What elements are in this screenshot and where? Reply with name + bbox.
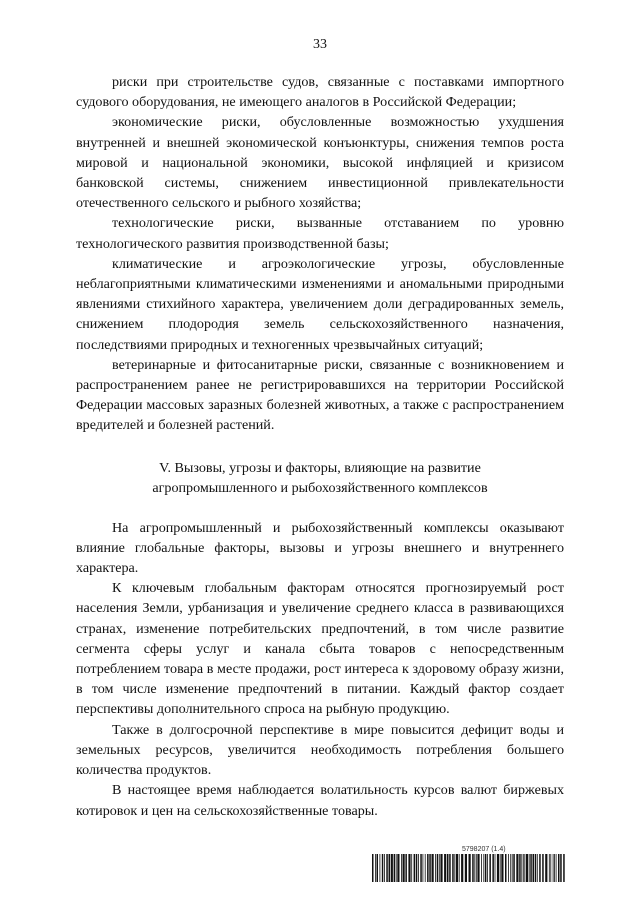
barcode-bar xyxy=(386,854,388,882)
barcode-bar xyxy=(403,854,405,882)
barcode-bar xyxy=(469,854,471,882)
barcode-bar xyxy=(452,854,454,882)
barcode-bar xyxy=(545,854,547,882)
barcode-bar xyxy=(563,854,565,882)
barcode-bar xyxy=(485,854,487,882)
barcode-bar xyxy=(459,854,460,882)
barcode-bar xyxy=(550,854,551,882)
barcode-bar xyxy=(558,854,560,882)
barcode-bar xyxy=(423,854,424,882)
barcode xyxy=(372,854,565,882)
paragraph: ветеринарные и фитосанитарные риски, связанные с возникновением и распространением ранее не регистрировавшихся на территории Российской Федерации массовых заразных болезней животных, а также с распространением вредителей и болезней растений. xyxy=(76,356,564,434)
barcode-bar xyxy=(549,854,550,882)
barcode-bar xyxy=(401,854,402,882)
barcode-bar xyxy=(495,854,496,882)
section-v-body xyxy=(76,518,564,821)
barcode-bar xyxy=(516,854,518,882)
barcode-bar xyxy=(377,854,379,882)
barcode-bar xyxy=(405,854,407,882)
risk-list xyxy=(76,72,564,436)
barcode-bar xyxy=(542,854,544,882)
barcode-bar xyxy=(477,854,479,882)
barcode-bar xyxy=(529,854,530,882)
barcode-bar xyxy=(556,854,557,882)
paragraph: На агропромышленный и рыбохозяйственный комплексы оказывают влияние глобальные факторы, вызовы и угрозы внешнего и внутреннего характера. xyxy=(76,519,564,577)
paragraph: технологические риски, вызванные отставанием по уровню технологического развития производственной базы; xyxy=(76,215,564,252)
barcode-bar xyxy=(481,854,482,882)
section-heading xyxy=(76,458,564,498)
barcode-bar xyxy=(384,854,385,882)
barcode-bar xyxy=(444,854,446,882)
barcode-bar xyxy=(521,854,522,882)
barcode-bar xyxy=(500,854,501,882)
document-body xyxy=(76,72,564,821)
barcode-bar xyxy=(487,854,488,882)
barcode-bar xyxy=(461,854,463,882)
paragraph: В настоящее время наблюдается волатильность курсов валют биржевых котировок и цен на сельскохозяйственные товары. xyxy=(76,782,564,819)
paragraph: К ключевым глобальным факторам относятся прогнозируемый рост населения Земли, урбанизация и увеличение среднего класса в развивающихся странах, изменение потребительских предпочтений, в том числе развитие сегмента сферы услуг и канала сбыта товаров с непосредственным потреблением товара в месте продажи, рост интереса к здоровому образу жизни, в том числе изменение предпочтений в питании. Каждый фактор создает перспективы дополнительного спроса на рыбную продукцию. xyxy=(76,580,564,718)
barcode-bar xyxy=(411,854,412,882)
section-heading-line: агропромышленного и рыбохозяйственного комплексов xyxy=(152,479,488,496)
paragraph: риски при строительстве судов, связанные с поставками импортного судового оборудования, не имеющего аналогов в Российской Федерации; xyxy=(76,74,564,111)
barcode-bar xyxy=(526,854,528,882)
barcode-bar xyxy=(465,854,467,882)
barcode-bar xyxy=(435,854,436,882)
barcode-bar xyxy=(476,854,477,882)
document-code: 5798207 (1.4) xyxy=(462,846,506,853)
barcode-bar xyxy=(519,854,521,882)
paragraph: Также в долгосрочной перспективе в мире повысится дефицит воды и земельных ресурсов, увеличится необходимость потребления большего количества продуктов. xyxy=(76,721,564,779)
section-heading-line: V. Вызовы, угрозы и факторы, влияющие на развитие xyxy=(159,459,481,476)
barcode-bar xyxy=(375,854,376,882)
barcode-bar xyxy=(474,854,475,882)
barcode-bar xyxy=(394,854,396,882)
barcode-bar xyxy=(391,854,393,882)
barcode-bar xyxy=(530,854,532,882)
barcode-bar xyxy=(510,854,511,882)
barcode-bar xyxy=(425,854,426,882)
paragraph: климатические и агроэкологические угрозы, обусловленные неблагоприятными климатическими изменениями и аномальными природными явлениями стихийного характера, увеличением доли деградированных земель, снижением плодородия земель сельскохозяйственного назначения, последствиями природных и техногенных чрезвычайных ситуаций; xyxy=(76,255,564,353)
barcode-bar xyxy=(382,854,384,882)
barcode-bar xyxy=(454,854,455,882)
barcode-bar xyxy=(449,854,451,882)
barcode-bar xyxy=(396,854,397,882)
barcode-bar xyxy=(380,854,381,882)
barcode-bar xyxy=(408,854,410,882)
paragraph: экономические риски, обусловленные возможностью ухудшения внутренней и внешней экономической конъюнктуры, снижения темпов роста мировой и национальной экономики, высокой инфляцией и кризисом банковской системы, снижением инвестиционной привлекательности отечественного сельского и рыбного хозяйства; xyxy=(76,114,564,212)
barcode-bar xyxy=(524,854,525,882)
barcode-bar xyxy=(416,854,418,882)
barcode-bar xyxy=(427,854,429,882)
barcode-bar xyxy=(429,854,431,882)
barcode-bar xyxy=(512,854,513,882)
barcode-bar xyxy=(553,854,554,882)
barcode-bar xyxy=(560,854,562,882)
barcode-bar xyxy=(497,854,499,882)
barcode-bar xyxy=(537,854,538,882)
barcode-bar xyxy=(389,854,391,882)
barcode-bar xyxy=(418,854,419,882)
barcode-bar xyxy=(472,854,474,882)
barcode-bar xyxy=(437,854,439,882)
barcode-bar xyxy=(508,854,509,882)
barcode-bar xyxy=(432,854,434,882)
barcode-bar xyxy=(501,854,503,882)
barcode-bar xyxy=(492,854,494,882)
barcode-bar xyxy=(554,854,555,882)
barcode-bar xyxy=(523,854,524,882)
barcode-bar xyxy=(513,854,515,882)
barcode-bar xyxy=(447,854,449,882)
barcode-bar xyxy=(483,854,484,882)
barcode-bar xyxy=(440,854,442,882)
page-number: 33 xyxy=(313,37,327,52)
barcode-bar xyxy=(533,854,535,882)
barcode-bar xyxy=(420,854,422,882)
barcode-bar xyxy=(439,854,440,882)
barcode-bar xyxy=(456,854,458,882)
barcode-bar xyxy=(372,854,374,882)
barcode-bar xyxy=(539,854,541,882)
barcode-bar xyxy=(489,854,491,882)
barcode-bar xyxy=(397,854,399,882)
barcode-bar xyxy=(535,854,537,882)
barcode-bar xyxy=(505,854,507,882)
barcode-bar xyxy=(414,854,416,882)
